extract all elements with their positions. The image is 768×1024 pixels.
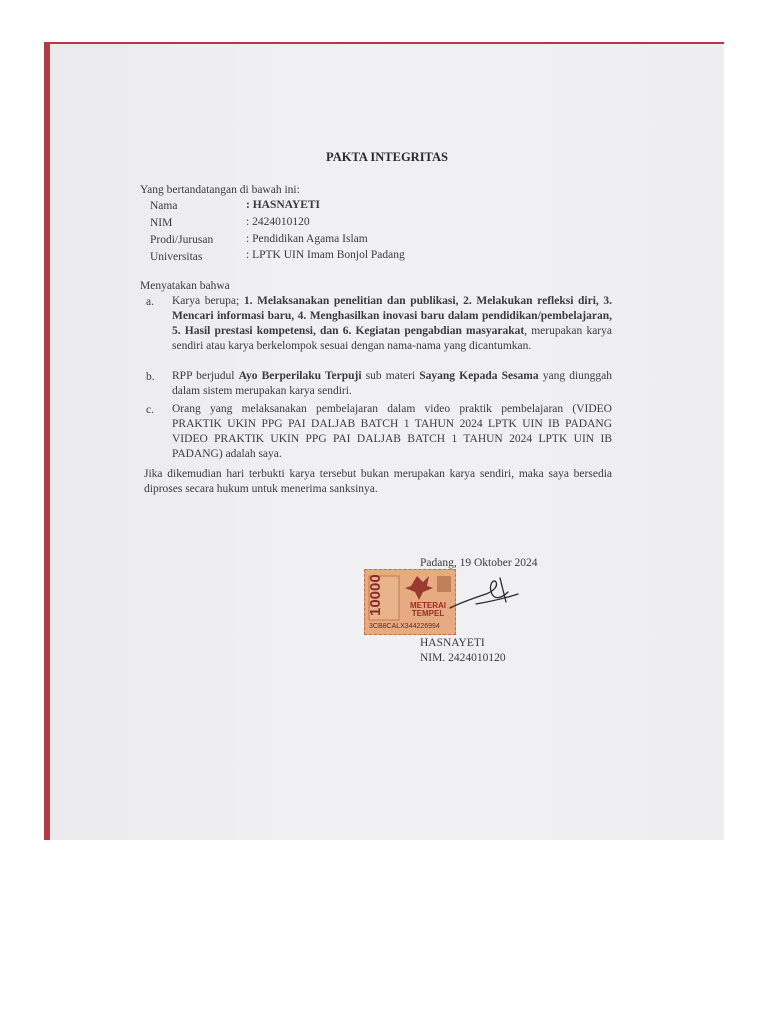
label-nama: Nama bbox=[150, 200, 178, 212]
value-universitas: : LPTK UIN Imam Bonjol Padang bbox=[246, 249, 405, 261]
signer-nim: NIM. 2424010120 bbox=[420, 652, 506, 664]
handwritten-signature bbox=[446, 572, 522, 620]
document-photo bbox=[44, 42, 724, 840]
item-c-text: Orang yang melaksanakan pembelajaran dalam video praktik pembelajaran (VIDEO PRAKTIK UKIN PPG PAI DALJAB BATCH 1 TAHUN 2024 LPTK UIN IB PADANG VIDEO PRAKTIK UKIN PPG PAI DALJAB BATCH 1 TAHUN 2024 LPTK UIN IB PADANG) adalah saya. bbox=[172, 403, 612, 460]
item-a-text: Karya berupa; 1. Melaksanakan penelitian dan publikasi, 2. Melakukan refleksi diri, 3. Mencari informasi baru, 4. Menghasilkan inovasi baru dalam pendidikan/pembelajaran, 5. Hasil prestasi kompetensi, dan 6. Kegiatan pengabdian masyarakat, merupakan karya sendiri atau karya berkelompok sesuai dengan nama-nama yang dicantumkan. bbox=[172, 295, 613, 352]
stamp-serial: 3CB8CALX344226994 bbox=[369, 623, 440, 630]
closing-text: Jika dikemudian hari terbukti karya tersebut bukan merupakan karya sendiri, maka saya bersedia diproses secara hukum untuk menerima sanksinya. bbox=[144, 468, 612, 495]
item-c-marker: c. bbox=[146, 404, 154, 416]
value-nim: : 2424010120 bbox=[246, 216, 310, 228]
item-a-marker: a. bbox=[146, 296, 154, 308]
stamp-duty-seal bbox=[364, 569, 456, 635]
signer-name: HASNAYETI bbox=[420, 637, 485, 649]
paper-sheet bbox=[50, 44, 724, 840]
label-nim: NIM bbox=[150, 217, 173, 229]
document-title: PAKTA INTEGRITAS bbox=[326, 150, 448, 164]
intro-text: Yang bertandatangan di bawah ini: bbox=[140, 184, 300, 196]
value-prodi: : Pendidikan Agama Islam bbox=[246, 233, 368, 245]
item-b-marker: b. bbox=[146, 371, 155, 383]
stamp-label: METERAI TEMPEL bbox=[410, 601, 446, 618]
place-date: Padang, 19 Oktober 2024 bbox=[420, 557, 538, 569]
item-b-text: RPP berjudul Ayo Berperilaku Terpuji sub materi Sayang Kepada Sesama yang diunggah dalam sistem merupakan karya sendiri. bbox=[172, 370, 613, 397]
label-prodi: Prodi/Jurusan bbox=[150, 234, 214, 246]
stamp-value: 10000 bbox=[367, 574, 384, 616]
label-universitas: Universitas bbox=[150, 251, 203, 263]
declare-text: Menyatakan bahwa bbox=[140, 280, 230, 292]
value-nama: : HASNAYETI bbox=[246, 199, 321, 211]
